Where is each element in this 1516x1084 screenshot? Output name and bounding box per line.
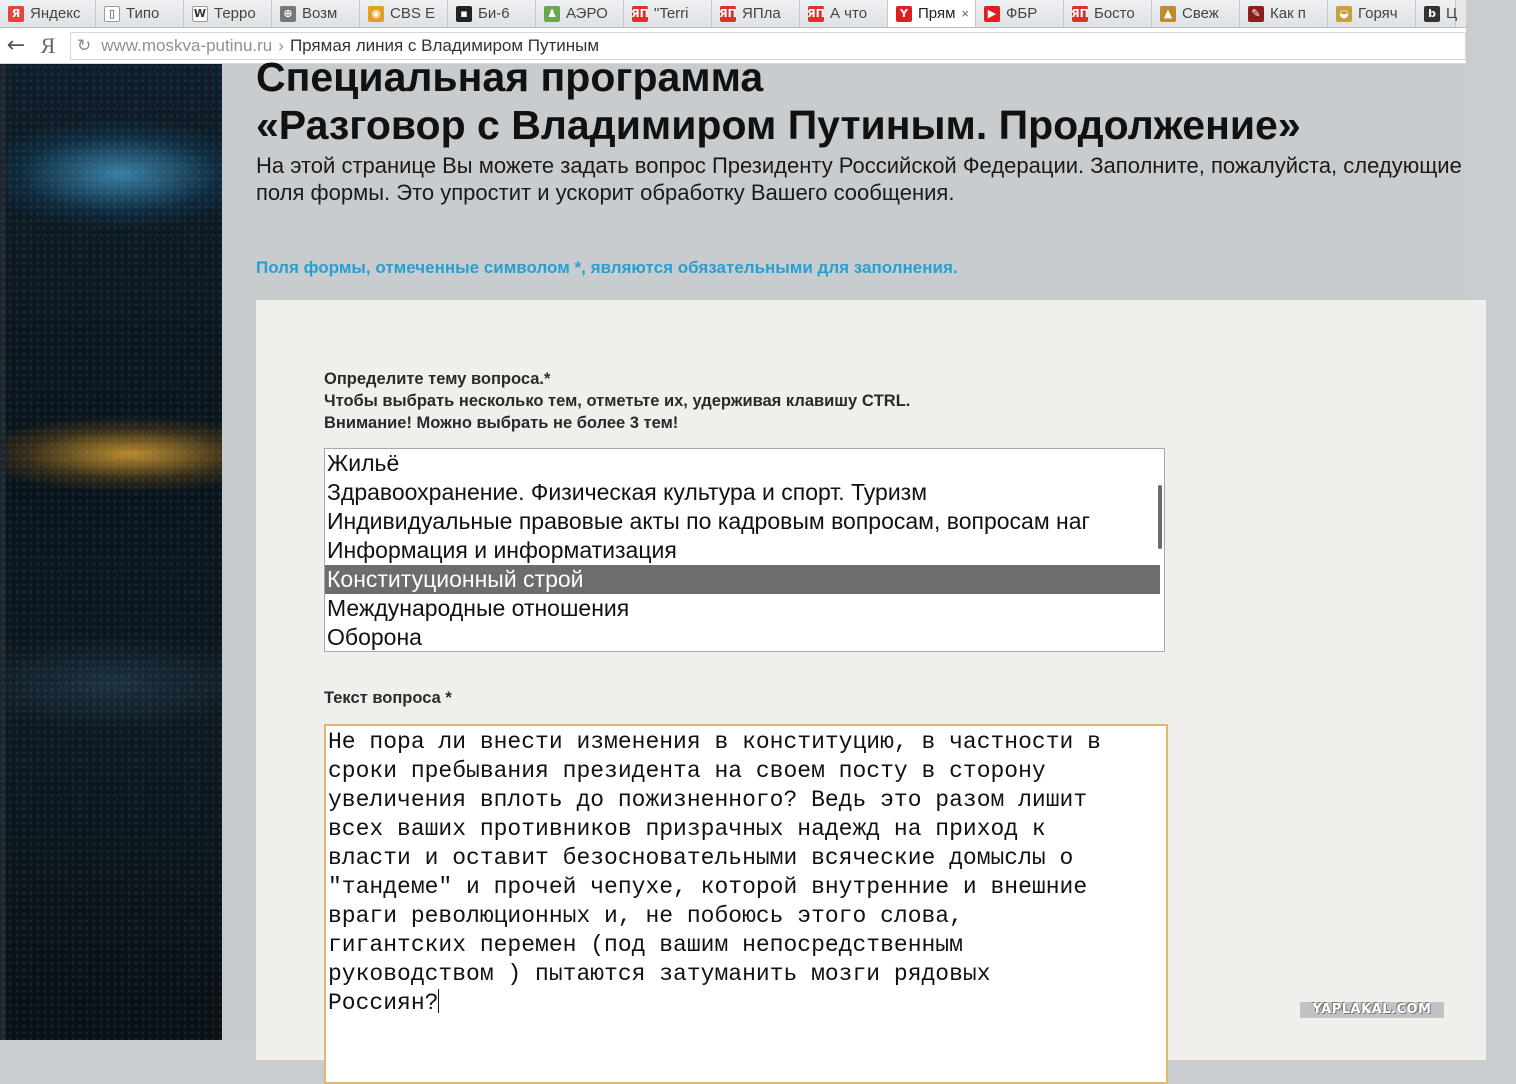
- browser-tab[interactable]: [536, 0, 624, 27]
- browser-tab[interactable]: [1416, 0, 1456, 27]
- decorative-side-panel: [0, 64, 222, 1040]
- tab-label: А что: [830, 5, 868, 22]
- listbox-scrollbar[interactable]: [1158, 485, 1162, 549]
- tab-label: Ц: [1446, 5, 1458, 22]
- topic-label-line3: Внимание! Можно выбрать не более 3 тем!: [324, 414, 679, 432]
- tab-label: Яндекс: [30, 5, 81, 22]
- mountain-icon: ▲: [1160, 6, 1176, 22]
- tab-label: Свеж: [1182, 5, 1219, 22]
- tab-label: "Terri: [654, 5, 689, 22]
- wikipedia-icon: W: [193, 7, 207, 20]
- pen-icon: ✎: [1248, 6, 1264, 22]
- yaplakal-icon: ЯП: [1071, 7, 1089, 20]
- question-text-label: Текст вопроса *: [324, 689, 452, 707]
- tab-strip: [0, 0, 1466, 28]
- question-text-value: Не пора ли внести изменения в конституцию, в частности в сроки пребывания президента на своем посту в сторону увеличения вплоть до пожизненного? Ведь это разом лишит всех ваших противников призрачных надежд на приход к власти и оставит безосновательными всяческие домыслы о "тандеме" и прочей чепухе, которой внутренние и внешние враги революционных и, не побоюсь этого слова, гигантских перемен (под вашим непосредственным руководством ) пытаются затуманить мозги рядовых Россиян?: [328, 729, 1101, 1016]
- topic-option[interactable]: Индивидуальные правовые акты по кадровым вопросам, вопросам наг: [327, 508, 1090, 534]
- browser-tab[interactable]: [360, 0, 448, 27]
- browser-tab[interactable]: [1240, 0, 1328, 27]
- yandex-icon: Я: [8, 6, 24, 22]
- topic-multiselect[interactable]: [324, 448, 1165, 652]
- bbc-icon: ▪: [456, 6, 472, 22]
- browser-tab[interactable]: [448, 0, 536, 27]
- browser-tab[interactable]: [184, 0, 272, 27]
- reload-icon[interactable]: ↻: [77, 35, 92, 56]
- tab-label: Босто: [1094, 5, 1135, 22]
- topic-option[interactable]: Информация и информатизация: [327, 537, 677, 563]
- yaplakal-icon: ЯП: [719, 7, 737, 20]
- topic-label-line1: Определите тему вопроса.*: [324, 370, 551, 388]
- page-title-line1: Специальная программа: [256, 54, 764, 100]
- tab-label: ФБР: [1006, 5, 1038, 22]
- browser-tab[interactable]: [976, 0, 1064, 27]
- topic-option[interactable]: Конституционный строй: [325, 565, 1160, 594]
- tab-label: Горяч: [1358, 5, 1398, 22]
- text-caret: [438, 989, 439, 1013]
- tab-label: Би-6: [478, 5, 510, 22]
- yaplakal-icon: ЯП: [807, 7, 825, 20]
- browser-tab[interactable]: [1152, 0, 1240, 27]
- tab-label: ЯПла: [742, 5, 781, 22]
- url-separator: ›: [278, 35, 284, 55]
- browser-tab[interactable]: [1328, 0, 1416, 27]
- browser-tab[interactable]: [624, 0, 712, 27]
- browser-tab[interactable]: [712, 0, 800, 27]
- tab-label: CBS E: [390, 5, 436, 22]
- browser-tab[interactable]: [0, 0, 96, 27]
- page-title-line2: «Разговор с Владимиром Путиным. Продолжение»: [256, 102, 1301, 148]
- browser-tab[interactable]: [272, 0, 360, 27]
- yandex-logo-icon[interactable]: Я: [40, 32, 56, 58]
- person-icon: ♟: [544, 6, 560, 22]
- topic-option[interactable]: Международные отношения: [327, 595, 630, 621]
- bowl-icon: ◒: [1336, 6, 1352, 22]
- b-icon: b: [1424, 6, 1440, 22]
- intro-text: На этой странице Вы можете задать вопрос Президенту Российской Федерации. Заполните, пожалуйста, следующие поля формы. Это упростит и ускорит обработку Вашего сообщения.: [256, 153, 1462, 205]
- browser-tab[interactable]: [888, 0, 976, 27]
- tab-label: Типо: [126, 5, 160, 22]
- page-content: [222, 54, 1466, 1040]
- tab-label: Как п: [1270, 5, 1306, 22]
- topic-option[interactable]: Оборона: [327, 624, 422, 650]
- url-page-title: Прямая линия с Владимиром Путиным: [289, 35, 600, 55]
- cbs-icon: ◉: [368, 6, 384, 22]
- tab-label: Возм: [302, 5, 338, 22]
- watermark-logo: YAPLAKAL.COM: [1300, 1002, 1444, 1018]
- yandex-y-icon: Y: [896, 6, 912, 22]
- topic-label-line2: Чтобы выбрать несколько тем, отметьте их, удерживая клавишу CTRL.: [324, 392, 911, 410]
- question-textarea[interactable]: [324, 724, 1168, 1084]
- required-fields-note: Поля формы, отмеченные символом *, являются обязательными для заполнения.: [256, 258, 958, 277]
- topic-option[interactable]: Здравоохранение. Физическая культура и спорт. Туризм: [327, 479, 928, 505]
- question-form: [256, 300, 1486, 1060]
- browser-tab[interactable]: [800, 0, 888, 27]
- youtube-icon: ▶: [984, 6, 1000, 22]
- browser-tab[interactable]: [96, 0, 184, 27]
- tab-label: Терро: [214, 5, 256, 22]
- globe-icon: ⊕: [280, 6, 296, 22]
- page-icon: ▯: [104, 6, 120, 22]
- back-arrow-icon[interactable]: ←: [6, 33, 26, 58]
- topic-label: [324, 368, 910, 434]
- tab-label: АЭРО: [566, 5, 608, 22]
- url-domain: www.moskva-putinu.ru: [101, 35, 273, 55]
- close-tab-icon[interactable]: ×: [961, 6, 969, 21]
- yaplakal-icon: ЯП: [631, 7, 649, 20]
- tab-label: Прям: [918, 5, 956, 22]
- browser-tab[interactable]: [1064, 0, 1152, 27]
- topic-option[interactable]: Жильё: [327, 450, 400, 476]
